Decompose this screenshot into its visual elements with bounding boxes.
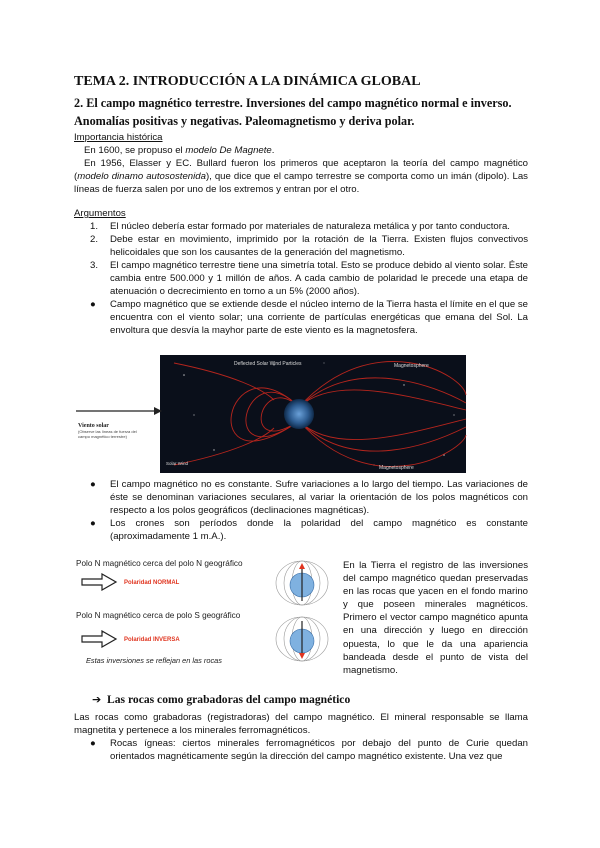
- solar-wind-label: Viento solar: [78, 423, 109, 429]
- arrow-icon: ➔: [92, 693, 102, 706]
- item-text: Debe estar en movimiento, imprimido por la rotación de la Tierra. Existen flujos convectivos helicoidales que son los causantes de la generación del magnetismo.: [110, 234, 528, 258]
- p2-end: ), que dice que el campo terrestre se comporta como un imán (dipolo). Las líneas de fuerza salen por uno de los extremos y entran por el otro.: [74, 171, 528, 195]
- section-heading: [92, 693, 350, 706]
- variaciones-list: [74, 478, 528, 543]
- p1-end: .: [271, 145, 275, 156]
- inversa-label: Polaridad INVERSA: [124, 637, 180, 643]
- list-item: [74, 517, 528, 543]
- bullet-icon: ●: [90, 518, 96, 529]
- list-item: [74, 298, 528, 337]
- item-text: Campo magnético que se extiende desde el núcleo interno de la Tierra hasta el límite en el que se encuentra con el viento solar; una corriente de partículas energéticas que emana del Sol. La envoltura que desvía la mayhor parte de este viento es la magnetosfera.: [110, 299, 528, 336]
- list-item: [74, 737, 528, 763]
- magnetosphere-figure: [74, 355, 528, 473]
- p2-emphasis: modelo dinamo autosostenida: [77, 171, 206, 182]
- page-title: TEMA 2. INTRODUCCIÓN A LA DINÁMICA GLOBAL: [74, 74, 421, 89]
- section-title: Las rocas como grabadoras del campo magnético: [107, 693, 351, 706]
- normal-label: Polaridad NORMAL: [124, 580, 180, 586]
- p1-emphasis: modelo De Magnete: [185, 145, 272, 156]
- subtitle-line-2: Anomalías positivas y negativas. Paleomagnetismo y deriva polar.: [74, 114, 415, 128]
- item-number: 2.: [90, 234, 99, 245]
- rocas-list: [74, 737, 528, 763]
- row2-label: Polo N magnético cerca de polo S geográfico: [76, 611, 241, 620]
- list-item: [74, 233, 528, 259]
- item-text: El campo magnético terrestre tiene una simetría total. Esto se produce debido al viento solar. Éste cambia entre 500.000 y 1 millón de años. A cada cambio de polaridad le precede una etapa de atenuación o decrecimiento en torno a un 5% (2000 años).: [110, 260, 528, 297]
- solar-wind-note: (Observe las líneas de fuerza del campo magnético terrestre): [78, 429, 137, 439]
- item-bullet: ●: [90, 299, 96, 310]
- list-item: [74, 478, 528, 517]
- item-number: 1.: [90, 221, 99, 232]
- list-item: [74, 259, 528, 298]
- bullet-icon: ●: [90, 479, 96, 490]
- item-text: El núcleo debería estar formado por materiales de naturaleza metálica y por tanto conductora.: [110, 221, 510, 232]
- globe-inverse-icon: [274, 613, 330, 665]
- inversiones-paragraph: En la Tierra el registro de las inversiones del campo magnético quedan preservadas en las rocas que yacen en el fondo marino y que poseen minerales magnéticos. Primero el vector campo magnético apunta en una dirección y luego en dirección opuesta, lo que le da una apariencia bandeada desde el punto de vista del magnetismo.: [343, 560, 528, 676]
- argumentos-list: [74, 220, 528, 337]
- left-label: Solar Wind: [166, 461, 189, 466]
- item-text: Los crones son períodos donde la polaridad del campo magnético es constante (aproximadamente 1 m.A.).: [110, 518, 528, 542]
- bottom-label: Magnetosphere: [379, 465, 414, 471]
- bullet-icon: ●: [90, 738, 96, 749]
- importancia-heading: Importancia histórica: [74, 132, 163, 143]
- item-text: El campo magnético no es constante. Sufre variaciones a lo largo del tiempo. Las variaciones de éste se denominan variaciones seculares, al variar la orientación de los polos magnéticos con respecto a los polos geográficos (declinaciones magnéticas).: [110, 479, 528, 516]
- item-text: Rocas ígneas: ciertos minerales ferromagnéticos por debajo del punto de Curie quedan orientados magnéticamente según la dirección del campo magnético existente. Una vez que: [110, 738, 528, 762]
- rocas-paragraph: Las rocas como grabadoras (registradoras) del campo magnético. El mineral responsable se llama magnetita y pertenece a los minerales ferromagnéticos.: [74, 712, 528, 736]
- top-label: Deflected Solar Wind Particles: [234, 361, 302, 367]
- figure-caption: Estas inversiones se reflejan en las rocas: [86, 656, 222, 665]
- subtitle-line-1: 2. El campo magnético terrestre. Inversiones del campo magnético normal e inverso.: [74, 96, 512, 110]
- importancia-paragraph-1: [84, 144, 524, 157]
- arrow-right-icon: [80, 573, 120, 591]
- arrow-right-icon: [80, 630, 120, 648]
- item-number: 3.: [90, 260, 99, 271]
- polarity-figure: [74, 555, 332, 671]
- importancia-paragraph-2: [74, 157, 528, 196]
- top-right-label: Magnetosphere: [394, 363, 429, 369]
- p2-text: En 1956, Elasser y EC. Bullard fueron los primeros que aceptaron la teoría del campo magnético (: [74, 158, 528, 182]
- magnetosphere-illustration: [74, 355, 528, 473]
- row1-label: Polo N magnético cerca del polo N geográfico: [76, 559, 243, 568]
- globe-normal-icon: [274, 557, 330, 609]
- argumentos-heading: Argumentos: [74, 208, 126, 219]
- p1-text: En 1600, se propuso el: [84, 145, 186, 156]
- list-item: [74, 220, 528, 233]
